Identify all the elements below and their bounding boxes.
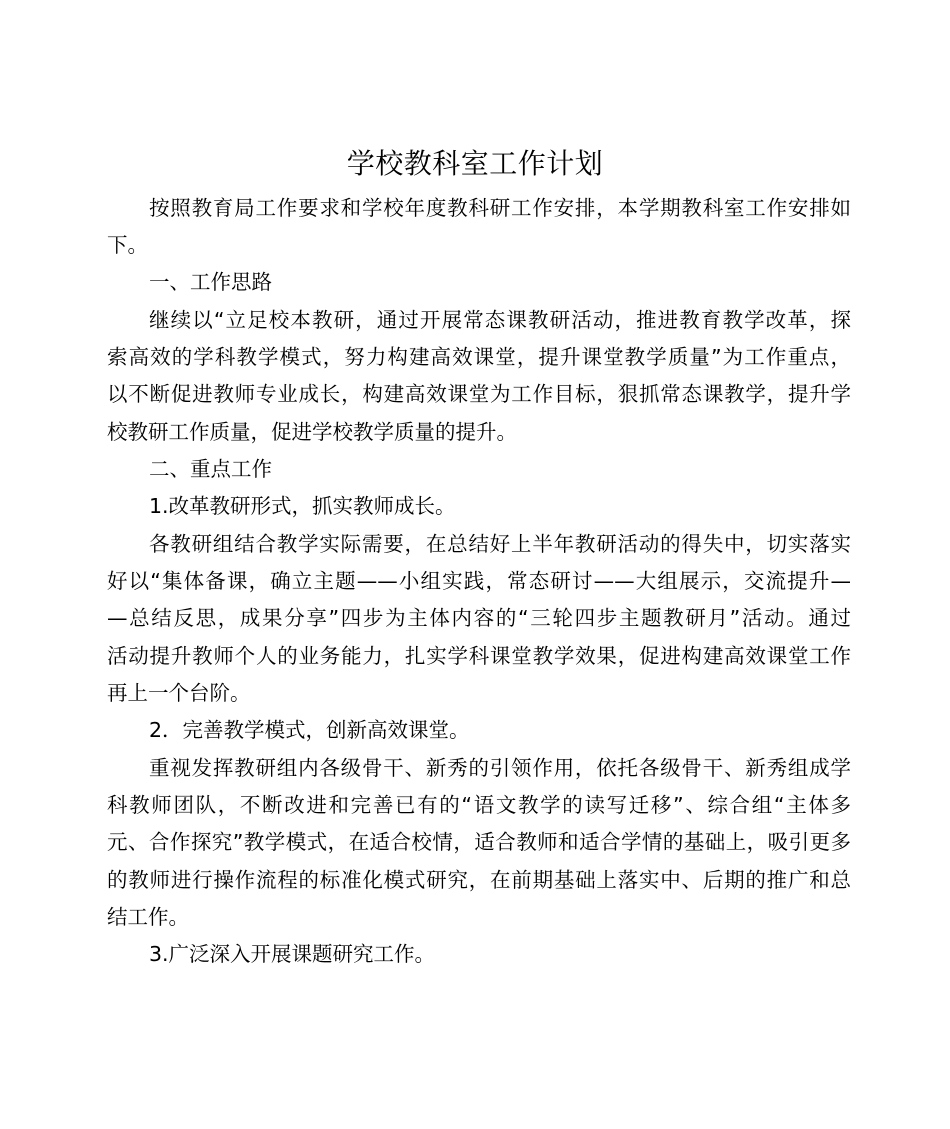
ideas-line-4: 校教研工作质量，促进学校教学质量的提升。 [107, 420, 517, 444]
item-2-line-4: 的教师进行操作流程的标准化模式研究，在前期基础上落实中、后期的推广和总 [107, 868, 851, 892]
item-1-line-4: 活动提升教师个人的业务能力，扎实学科课堂教学效果，促进构建高效课堂工作 [107, 644, 851, 668]
item-2-line-3: 元、合作探究”教学模式，在适合校情，适合教师和适合学情的基础上，吸引更多 [107, 830, 851, 854]
item-3-heading: 3.广泛深入开展课题研究工作。 [149, 942, 436, 966]
item-1-line-3: —总结反思，成果分享”四步为主体内容的“三轮四步主题教研月”活动。通过 [107, 606, 851, 630]
section-heading-key-work: 二、重点工作 [149, 457, 272, 481]
item-1-line-1: 各教研组结合教学实际需要，在总结好上半年教研活动的得失中，切实落实 [149, 532, 851, 556]
item-2-line-1: 重视发挥教研组内各级骨干、新秀的引领作用，依托各级骨干、新秀组成学 [149, 756, 851, 780]
item-1-line-2: 好以“集体备课，确立主题——小组实践，常态研讨——大组展示，交流提升— [107, 569, 851, 593]
intro-line-1: 按照教育局工作要求和学校年度教科研工作安排，本学期教科室工作安排如 [149, 196, 851, 220]
ideas-line-1: 继续以“立足校本教研，通过开展常态课教研活动，推进教育教学改革，探 [149, 308, 851, 332]
item-1-line-5: 再上一个台阶。 [107, 681, 251, 705]
ideas-line-2: 索高效的学科教学模式，努力构建高效课堂，提升课堂教学质量”为工作重点， [107, 345, 851, 369]
intro-line-2: 下。 [107, 233, 148, 257]
section-heading-work-ideas: 一、工作思路 [149, 270, 272, 294]
ideas-line-3: 以不断促进教师专业成长，构建高效课堂为工作目标，狠抓常态课教学，提升学 [107, 382, 851, 406]
document-title: 学校教科室工作计划 [346, 147, 604, 180]
item-2-line-2: 科教师团队，不断改进和完善已有的“语文教学的读写迁移”、综合组“主体多 [107, 793, 851, 817]
item-1-heading: 1.改革教研形式，抓实教师成长。 [149, 494, 456, 518]
item-2-line-5: 结工作。 [107, 905, 189, 929]
item-2-heading: 2．完善教学模式，创新高效课堂。 [149, 718, 470, 742]
